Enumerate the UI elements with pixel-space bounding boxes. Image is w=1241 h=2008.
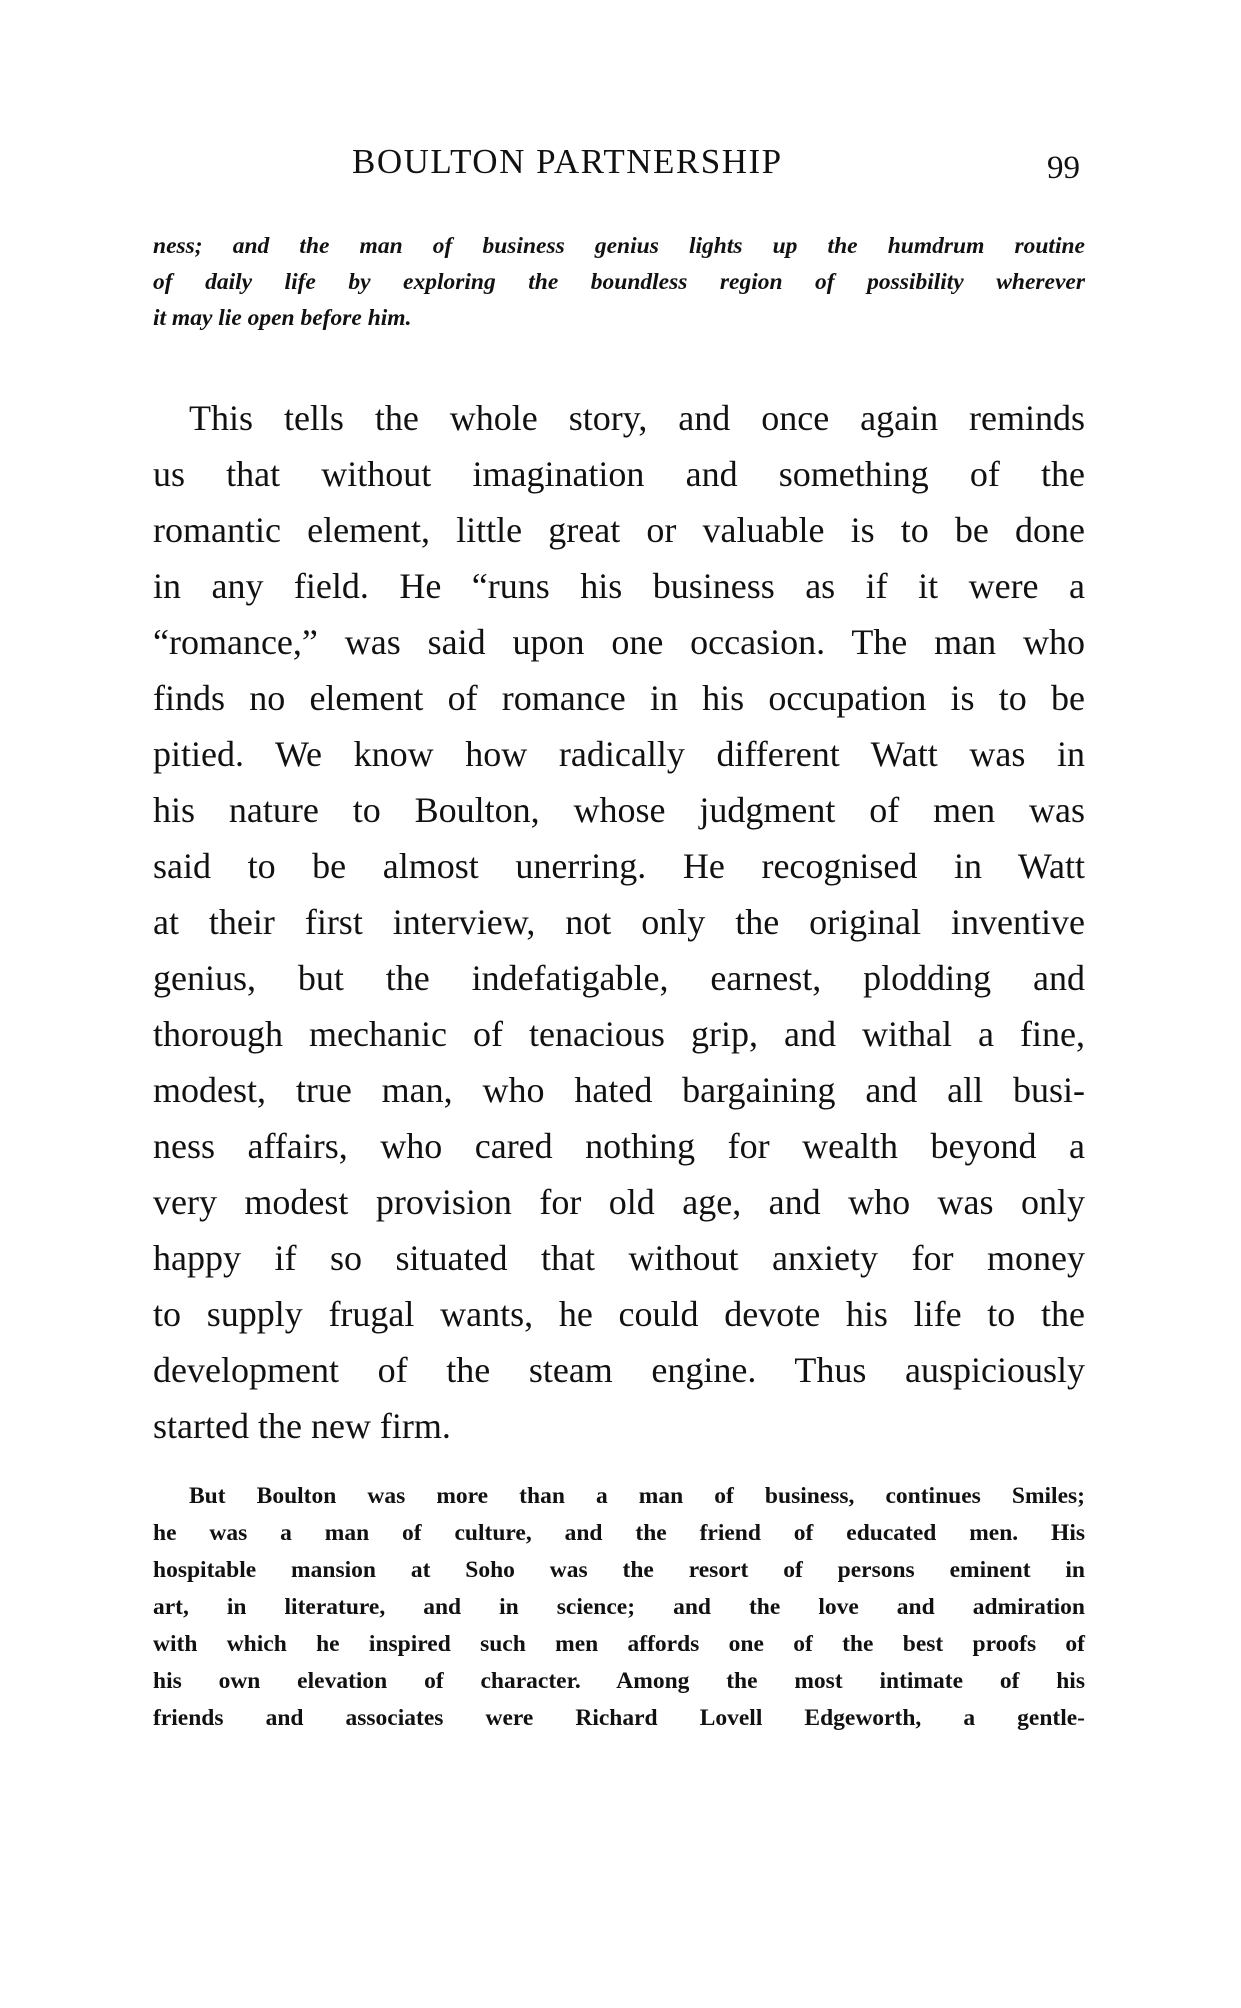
page-number: 99 bbox=[1047, 150, 1080, 186]
quote-line: with which he inspired such men affords one of the best proofs of bbox=[153, 1631, 1085, 1657]
quote-line: it may lie open before him. bbox=[153, 305, 412, 331]
text-line: genius, but the indefatigable, earnest, plodding and bbox=[153, 958, 1085, 998]
quote-line: But Boulton was more than a man of business, continues Smiles; bbox=[189, 1483, 1085, 1509]
text-line: said to be almost unerring. He recognised in Watt bbox=[153, 846, 1085, 886]
text-line: development of the steam engine. Thus auspiciously bbox=[153, 1350, 1085, 1390]
quote-line: art, in literature, and in science; and the love and admiration bbox=[153, 1594, 1085, 1620]
text-line: happy if so situated that without anxiety for money bbox=[153, 1238, 1085, 1278]
text-line: very modest provision for old age, and who was only bbox=[153, 1182, 1085, 1222]
quote-line: of daily life by exploring the boundless region of possibility wherever bbox=[153, 269, 1085, 295]
text-line: pitied. We know how radically different Watt was in bbox=[153, 734, 1085, 774]
text-line: romantic element, little great or valuable is to be done bbox=[153, 510, 1085, 550]
text-line: to supply frugal wants, he could devote his life to the bbox=[153, 1294, 1085, 1334]
text-line: in any field. He “runs his business as if it were a bbox=[153, 566, 1085, 606]
text-line: finds no element of romance in his occupation is to be bbox=[153, 678, 1085, 718]
text-line: started the new firm. bbox=[153, 1406, 451, 1446]
text-line: ness affairs, who cared nothing for wealth beyond a bbox=[153, 1126, 1085, 1166]
quote-line: he was a man of culture, and the friend of educated men. His bbox=[153, 1520, 1085, 1546]
text-line: at their first interview, not only the original inventive bbox=[153, 902, 1085, 942]
quote-line: hospitable mansion at Soho was the resort of persons eminent in bbox=[153, 1557, 1085, 1583]
running-title: BOULTON PARTNERSHIP bbox=[352, 142, 783, 181]
main-paragraph bbox=[153, 390, 1085, 1454]
quote-line: his own elevation of character. Among the most intimate of his bbox=[153, 1668, 1085, 1694]
quote-line: ness; and the man of business genius lights up the humdrum routine bbox=[153, 233, 1085, 259]
text-line: thorough mechanic of tenacious grip, and withal a fine, bbox=[153, 1014, 1085, 1054]
text-line: modest, true man, who hated bargaining and all busi- bbox=[153, 1070, 1085, 1110]
page-header bbox=[352, 142, 1092, 202]
text-line: This tells the whole story, and once again reminds bbox=[189, 398, 1085, 438]
text-line: “romance,” was said upon one occasion. The man who bbox=[153, 622, 1085, 662]
quote-line: friends and associates were Richard Lovell Edgeworth, a gentle- bbox=[153, 1705, 1085, 1731]
quotation-bottom bbox=[153, 1478, 1085, 1737]
text-line: his nature to Boulton, whose judgment of men was bbox=[153, 790, 1085, 830]
quotation-top bbox=[153, 228, 1085, 336]
text-line: us that without imagination and something of the bbox=[153, 454, 1085, 494]
